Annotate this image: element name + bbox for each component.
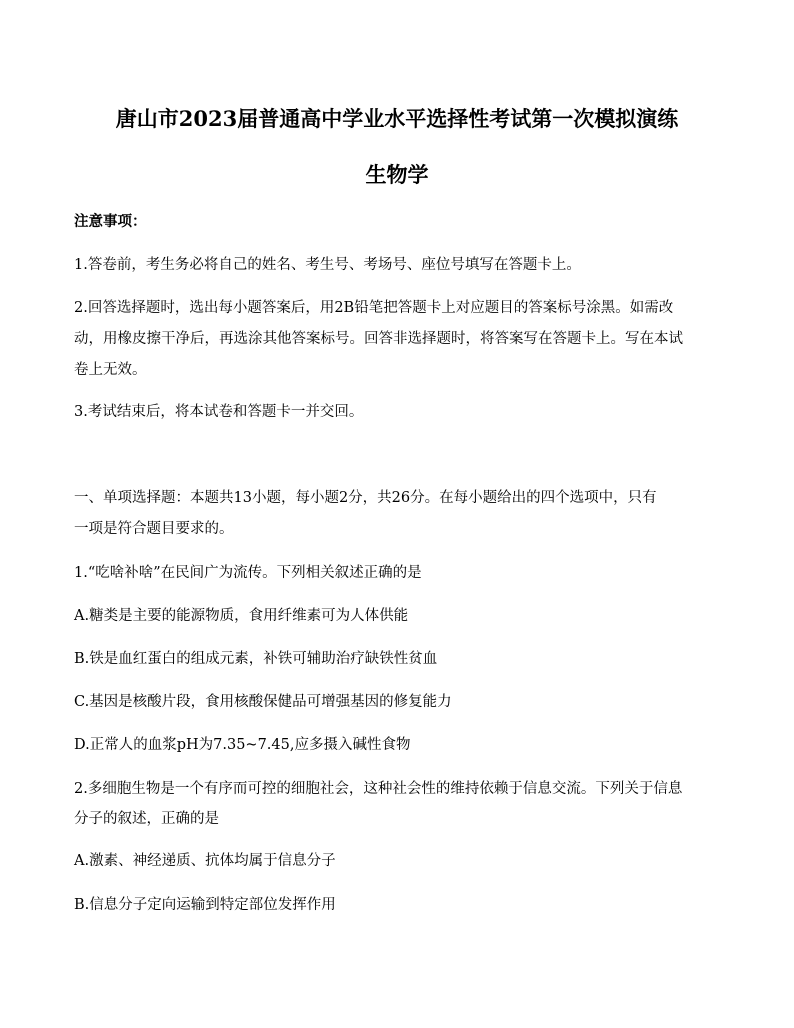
notice-item: 卷上无效。 bbox=[74, 362, 147, 378]
question-option: D.正常人的血浆pH为7.35~7.45,应多摄入碱性食物 bbox=[74, 737, 411, 753]
exam-title: 唐山市2023届普通高中学业水平选择性考试第一次模拟演练 bbox=[115, 106, 679, 131]
question-option: A.糖类是主要的能源物质，食用纤维素可为人体供能 bbox=[74, 608, 409, 624]
question-stem: 2.多细胞生物是一个有序而可控的细胞社会，这种社会性的维持依赖于信息交流。下列关于信息 bbox=[74, 781, 683, 797]
notice-item: 动，用橡皮擦干净后，再选涂其他答案标号。回答非选择题时，将答案写在答题卡上。写在本试 bbox=[74, 331, 683, 347]
notice-heading: 注意事项： bbox=[74, 213, 147, 230]
notice-item: 2.回答选择题时，选出每小题答案后，用2B铅笔把答题卡上对应题目的答案标号涂黑。如需改 bbox=[74, 300, 674, 316]
question-option: A.激素、神经递质、抗体均属于信息分子 bbox=[74, 853, 336, 869]
question-option: C.基因是核酸片段，食用核酸保健品可增强基因的修复能力 bbox=[74, 694, 452, 710]
question-stem: 1.“吃啥补啥”在民间广为流传。下列相关叙述正确的是 bbox=[74, 565, 422, 581]
section-heading: 一、单项选择题：本题共13小题，每小题2分，共26分。在每小题给出的四个选项中，只有 bbox=[74, 490, 657, 506]
section-heading-continued: 一项是符合题目要求的。 bbox=[74, 521, 234, 537]
question-option: B.铁是血红蛋白的组成元素，补铁可辅助治疗缺铁性贫血 bbox=[74, 651, 438, 667]
notice-item: 1.答卷前，考生务必将自己的姓名、考生号、考场号、座位号填写在答题卡上。 bbox=[74, 257, 581, 273]
notice-item: 3.考试结束后，将本试卷和答题卡一并交回。 bbox=[74, 404, 364, 420]
subject-title: 生物学 bbox=[365, 162, 429, 187]
question-option: B.信息分子定向运输到特定部位发挥作用 bbox=[74, 897, 336, 913]
question-stem-continued: 分子的叙述，正确的是 bbox=[74, 811, 219, 827]
